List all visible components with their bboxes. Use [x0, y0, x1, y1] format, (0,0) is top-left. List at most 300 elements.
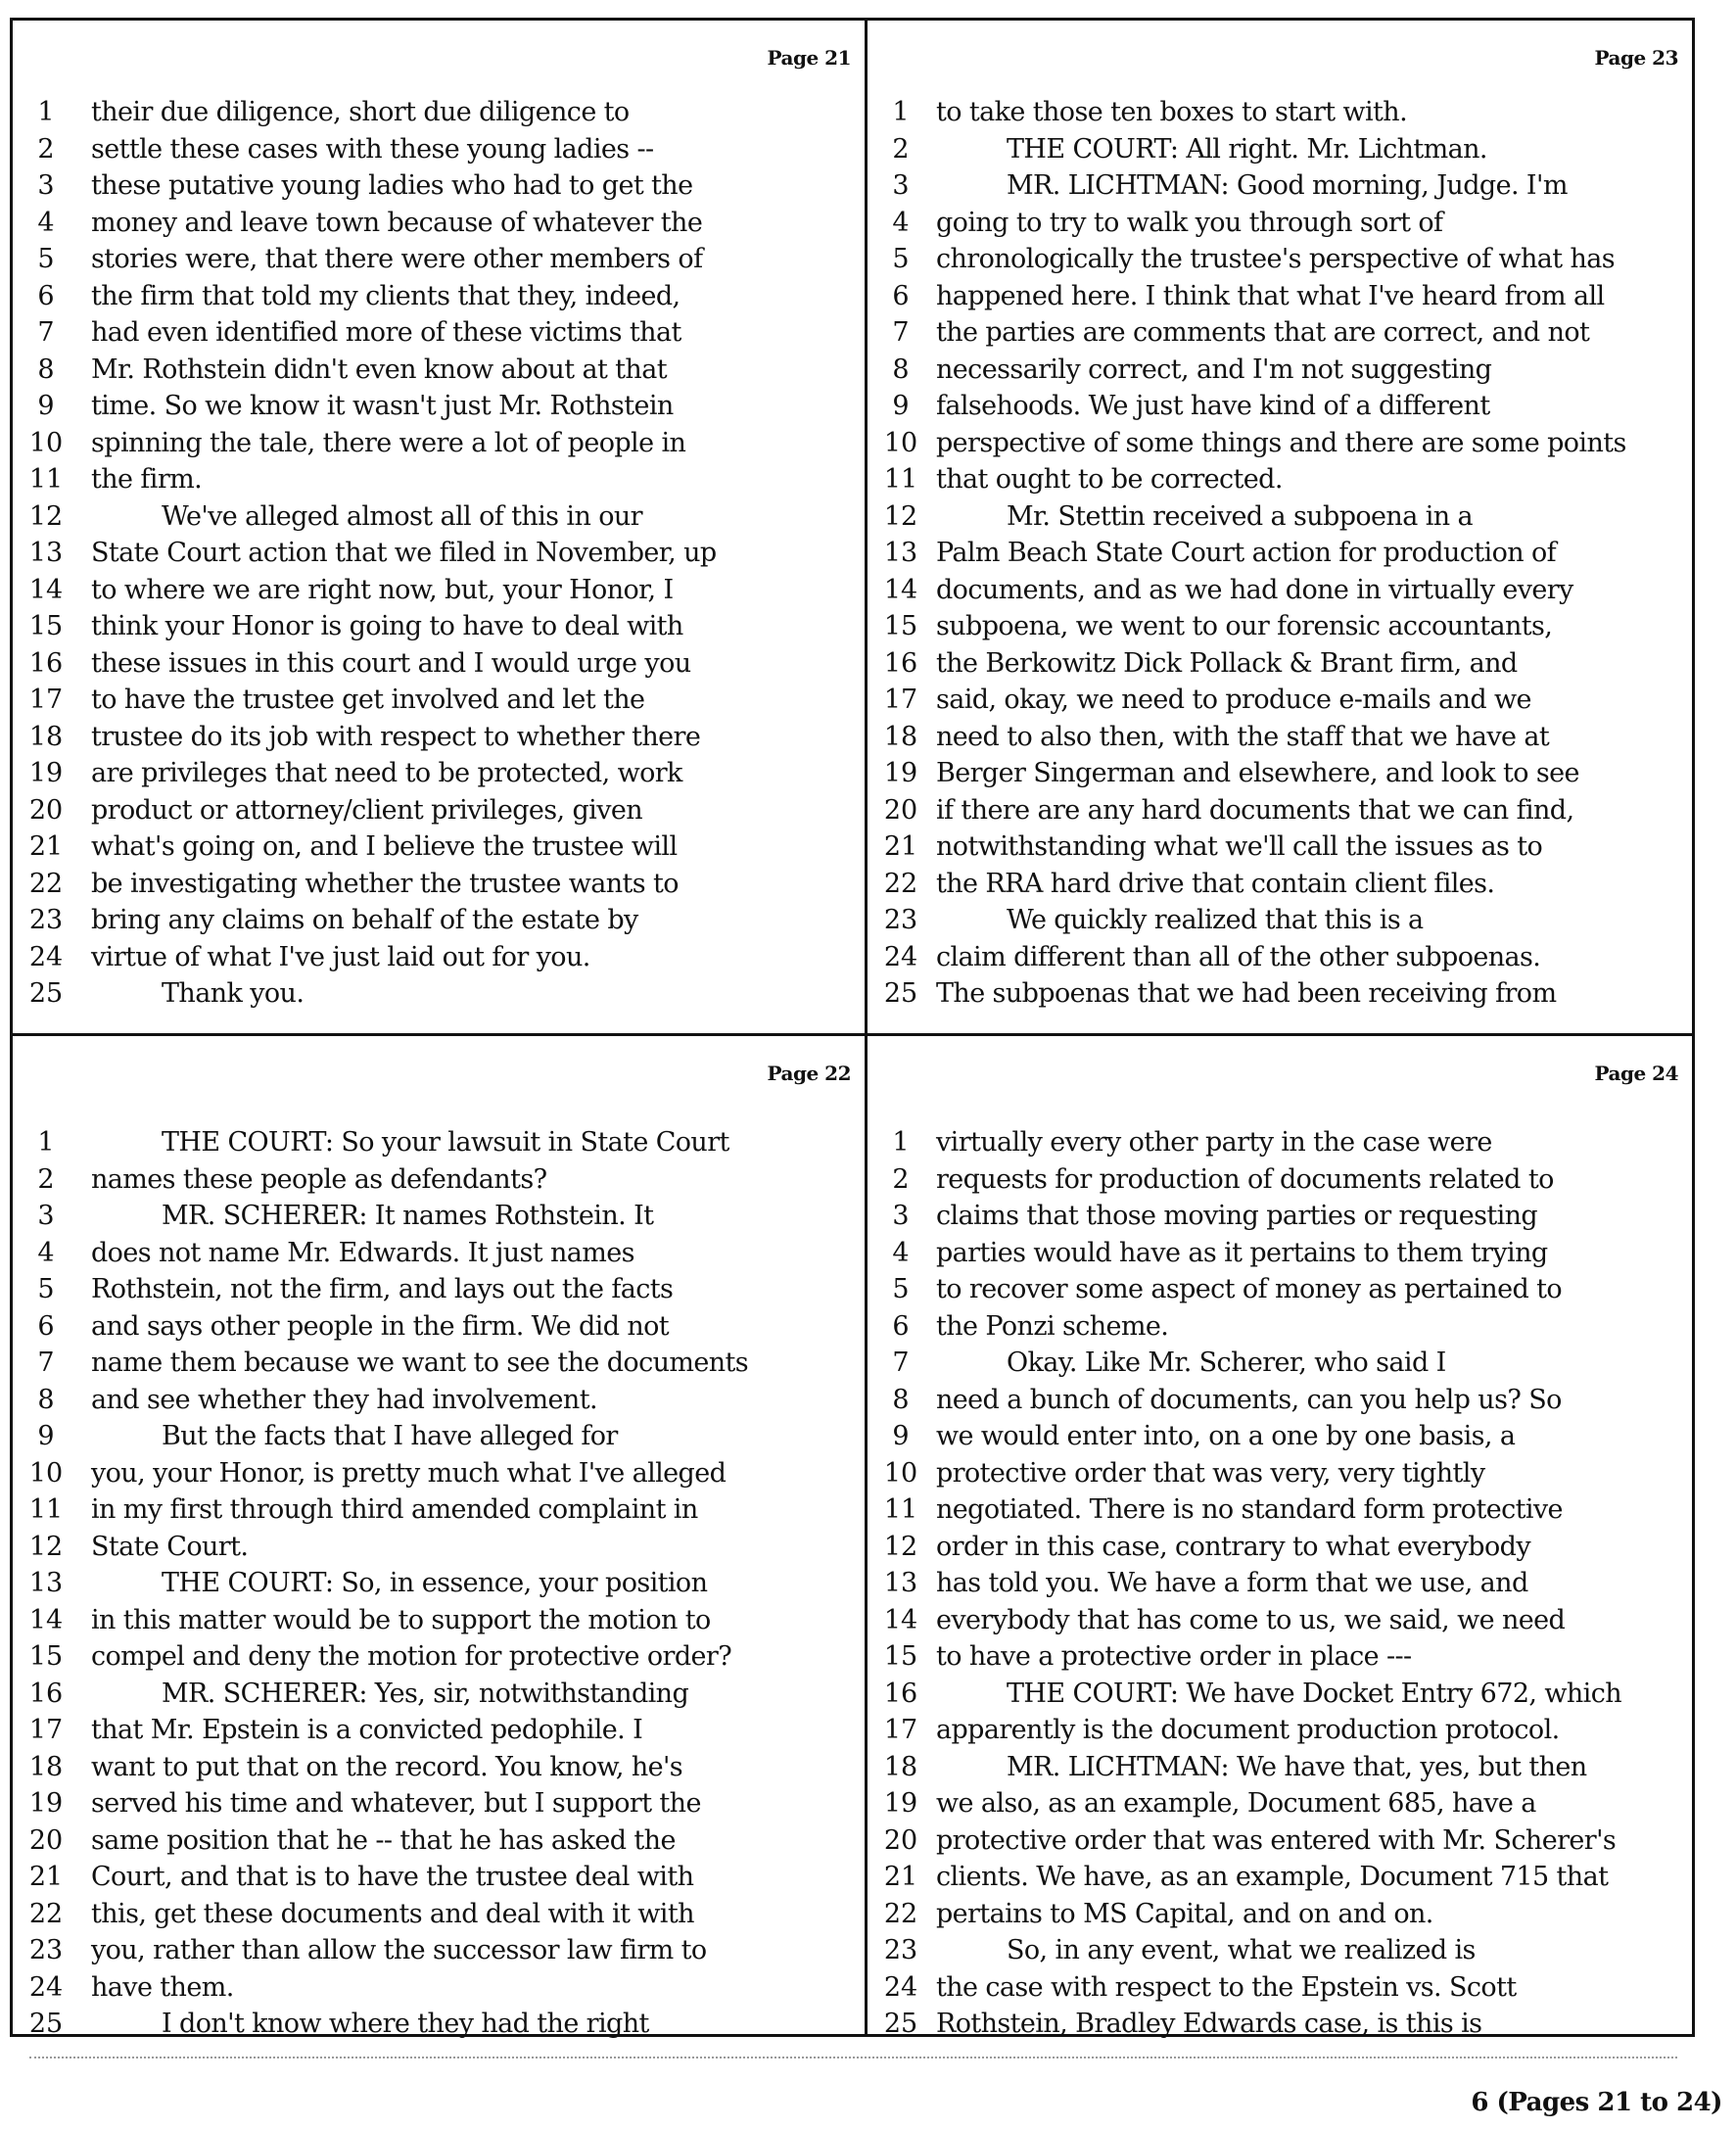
transcript-line	[13, 498, 865, 536]
transcript-line	[868, 1124, 1692, 1161]
line-number: 15	[28, 1641, 64, 1672]
transcript-line	[13, 1382, 865, 1419]
line-number: 6	[892, 1310, 910, 1342]
transcript-line	[13, 792, 865, 829]
transcript-line	[868, 682, 1692, 719]
transcript-line	[13, 535, 865, 572]
line-text: you, rather than allow the successor law firm to	[91, 1935, 707, 1965]
line-number: 17	[28, 1715, 64, 1745]
transcript-line	[868, 2006, 1692, 2043]
line-text: we would enter into, on a one by one basis, a	[936, 1421, 1516, 1451]
line-number: 2	[892, 133, 910, 165]
line-text: State Court.	[91, 1531, 249, 1562]
line-text: order in this case, contrary to what everybody	[936, 1531, 1530, 1562]
transcript-line	[868, 1785, 1692, 1822]
line-text: Mr. Stettin received a subpoena in a	[1007, 500, 1474, 532]
line-number: 14	[883, 574, 918, 605]
line-text: money and leave town because of whatever the	[91, 207, 703, 238]
line-text: to recover some aspect of money as pertained to	[936, 1274, 1563, 1304]
transcript-line	[868, 167, 1692, 205]
line-number: 1	[37, 97, 55, 127]
line-number: 2	[37, 133, 55, 165]
transcript-page-23	[865, 18, 1695, 1036]
line-number: 23	[28, 1935, 64, 1965]
line-number: 22	[28, 1898, 64, 1929]
transcript-line	[868, 498, 1692, 536]
transcript-line	[868, 1235, 1692, 1272]
line-text: Court, and that is to have the trustee deal with	[91, 1862, 694, 1892]
page-number-label: Page 21	[767, 46, 851, 70]
line-number: 14	[28, 1604, 64, 1635]
line-number: 8	[37, 354, 55, 385]
transcript-line	[13, 388, 865, 425]
transcript-line	[13, 975, 865, 1013]
line-text: notwithstanding what we'll call the issues as to	[936, 831, 1543, 862]
transcript-line	[868, 352, 1692, 389]
line-text: THE COURT: So your lawsuit in State Court	[162, 1127, 729, 1158]
transcript-line	[13, 828, 865, 866]
transcript-line	[868, 1382, 1692, 1419]
line-text: need to also then, with the staff that we have at	[936, 721, 1550, 752]
line-number: 9	[37, 391, 55, 421]
line-text: The subpoenas that we had been receiving from	[936, 978, 1557, 1009]
line-text: Rothstein, Bradley Edwards case, is this is	[936, 2009, 1482, 2039]
transcript-line	[13, 352, 865, 389]
line-text: have them.	[91, 1971, 234, 2003]
line-text: falsehoods. We just have kind of a different	[936, 391, 1490, 421]
line-text: in my first through third amended complaint in	[91, 1494, 698, 1525]
line-text: I don't know where they had the right	[162, 2009, 649, 2039]
line-number: 14	[883, 1604, 918, 1635]
line-number: 25	[28, 2009, 64, 2039]
line-number: 23	[28, 905, 64, 935]
line-text: has told you. We have a form that we use, and	[936, 1568, 1528, 1598]
line-number: 6	[37, 1310, 55, 1342]
line-number: 8	[37, 1384, 55, 1415]
transcript-line	[13, 1602, 865, 1639]
line-number: 11	[883, 1494, 918, 1525]
line-text: had even identified more of these victims that	[91, 317, 681, 348]
line-text: requests for production of documents related to	[936, 1163, 1554, 1195]
line-number: 4	[37, 1237, 55, 1268]
line-number: 18	[28, 1751, 64, 1782]
line-text: to have the trustee get involved and let the	[91, 685, 645, 715]
line-number: 7	[892, 1348, 910, 1378]
transcript-line	[868, 866, 1692, 903]
transcript-line	[13, 2006, 865, 2043]
page-number-label: Page 24	[1594, 1062, 1678, 1085]
line-number: 12	[883, 500, 918, 532]
line-number: 15	[883, 611, 918, 641]
line-text: the Berkowitz Dick Pollack & Brant firm, and	[936, 647, 1518, 679]
transcript-line	[868, 1602, 1692, 1639]
transcript-line	[13, 939, 865, 976]
line-text: apparently is the document production protocol.	[936, 1715, 1560, 1745]
line-number: 19	[28, 1788, 64, 1819]
line-text: stories were, that there were other members of	[91, 244, 703, 274]
line-text: negotiated. There is no standard form protective	[936, 1494, 1563, 1525]
transcript-line	[13, 1712, 865, 1749]
line-number: 12	[883, 1531, 918, 1562]
line-text: be investigating whether the trustee wants to	[91, 868, 679, 899]
transcript-line	[13, 1271, 865, 1308]
line-number: 22	[28, 868, 64, 899]
line-text: and see whether they had involvement.	[91, 1384, 597, 1415]
line-text: the firm that told my clients that they, indeed,	[91, 280, 680, 311]
transcript-line	[13, 608, 865, 645]
line-text: think your Honor is going to have to deal with	[91, 611, 683, 641]
line-text: MR. SCHERER: Yes, sir, notwithstanding	[162, 1678, 689, 1709]
line-number: 24	[28, 1971, 64, 2003]
line-text: THE COURT: All right. Mr. Lichtman.	[1007, 133, 1487, 165]
line-text: going to try to walk you through sort of	[936, 207, 1443, 238]
line-number: 12	[28, 500, 64, 532]
transcript-line	[13, 1235, 865, 1272]
line-text: pertains to MS Capital, and on and on.	[936, 1898, 1433, 1929]
line-text: are privileges that need to be protected, work	[91, 758, 682, 788]
line-number: 25	[883, 2009, 918, 2039]
line-number: 15	[28, 611, 64, 641]
line-text: the parties are comments that are correct, and not	[936, 317, 1590, 348]
transcript-line	[13, 682, 865, 719]
transcript-line	[13, 1124, 865, 1161]
line-text: virtue of what I've just laid out for you.	[91, 941, 590, 972]
transcript-line	[868, 314, 1692, 352]
line-text: in this matter would be to support the motion to	[91, 1604, 711, 1635]
line-text: necessarily correct, and I'm not suggesting	[936, 354, 1492, 385]
line-number: 16	[883, 1678, 918, 1709]
transcript-line	[13, 1676, 865, 1713]
line-text: documents, and as we had done in virtually every	[936, 574, 1573, 605]
line-text: you, your Honor, is pretty much what I've alleged	[91, 1457, 727, 1489]
line-number: 21	[28, 831, 64, 862]
line-number: 8	[892, 354, 910, 385]
transcript-line	[13, 1932, 865, 1969]
line-number: 23	[883, 1935, 918, 1965]
transcript-line	[13, 1565, 865, 1602]
transcript-line	[868, 1455, 1692, 1492]
line-number: 10	[883, 427, 918, 458]
line-text: Palm Beach State Court action for production of	[936, 538, 1557, 568]
transcript-line	[868, 1565, 1692, 1602]
transcript-page-21	[10, 18, 868, 1036]
line-number: 1	[37, 1127, 55, 1158]
line-text: virtually every other party in the case were	[936, 1127, 1492, 1158]
line-text: these issues in this court and I would urge you	[91, 647, 691, 679]
line-text: their due diligence, short due diligence to	[91, 97, 630, 127]
line-number: 20	[28, 1824, 64, 1856]
transcript-line	[13, 1785, 865, 1822]
line-text: we also, as an example, Document 685, have a	[936, 1788, 1536, 1819]
transcript-line	[13, 1345, 865, 1382]
line-number: 21	[883, 1862, 918, 1892]
line-number: 11	[28, 464, 64, 495]
line-text: THE COURT: We have Docket Entry 672, which	[1007, 1678, 1622, 1709]
transcript-line	[13, 205, 865, 242]
line-number: 17	[883, 1715, 918, 1745]
line-number: 18	[28, 721, 64, 752]
transcript-line	[13, 94, 865, 131]
line-number: 13	[883, 538, 918, 568]
line-number: 20	[883, 1824, 918, 1856]
line-text: We quickly realized that this is a	[1007, 905, 1424, 935]
line-text: trustee do its job with respect to whether there	[91, 721, 701, 752]
transcript-line	[868, 241, 1692, 278]
transcript-line	[13, 278, 865, 315]
line-text: names these people as defendants?	[91, 1163, 547, 1195]
line-text: chronologically the trustee's perspective of what has	[936, 244, 1616, 274]
line-text: We've alleged almost all of this in our	[162, 500, 642, 532]
transcript-line	[13, 1638, 865, 1676]
line-text: same position that he -- that he has asked the	[91, 1824, 676, 1856]
line-text: But the facts that I have alleged for	[162, 1421, 618, 1451]
transcript-line	[868, 572, 1692, 609]
line-text: and says other people in the firm. We did not	[91, 1310, 670, 1342]
line-text: want to put that on the record. You know, he's	[91, 1751, 683, 1782]
line-number: 13	[28, 1568, 64, 1598]
transcript-line	[868, 278, 1692, 315]
transcript-line	[13, 241, 865, 278]
transcript-line	[13, 719, 865, 756]
line-number: 9	[892, 1421, 910, 1451]
transcript-line	[868, 1859, 1692, 1896]
line-number: 16	[883, 647, 918, 679]
transcript-line	[868, 1638, 1692, 1676]
transcript-line	[868, 1308, 1692, 1346]
transcript-line	[868, 719, 1692, 756]
line-number: 7	[37, 1348, 55, 1378]
line-text: this, get these documents and deal with it with	[91, 1898, 694, 1929]
line-number: 10	[28, 427, 64, 458]
transcript-line	[13, 131, 865, 168]
line-text: the Ponzi scheme.	[936, 1310, 1169, 1342]
line-text: protective order that was very, very tightly	[936, 1457, 1485, 1489]
transcript-line	[868, 131, 1692, 168]
line-number: 11	[883, 464, 918, 495]
line-text: claims that those moving parties or requesting	[936, 1201, 1538, 1231]
transcript-line	[13, 902, 865, 939]
transcript-line	[13, 461, 865, 498]
line-text: need a bunch of documents, can you help us? So	[936, 1384, 1562, 1415]
transcript-line	[868, 461, 1692, 498]
line-number: 10	[883, 1457, 918, 1489]
transcript-line	[868, 1345, 1692, 1382]
line-text: time. So we know it wasn't just Mr. Rothstein	[91, 391, 674, 421]
line-text: MR. LICHTMAN: Good morning, Judge. I'm	[1007, 170, 1568, 201]
line-text: settle these cases with these young ladies --	[91, 133, 654, 165]
line-number: 6	[892, 280, 910, 311]
line-text: So, in any event, what we realized is	[1007, 1935, 1476, 1965]
transcript-line	[13, 1896, 865, 1933]
line-number: 25	[883, 978, 918, 1009]
transcript-line	[13, 1969, 865, 2007]
transcript-line	[868, 425, 1692, 462]
line-number: 4	[37, 207, 55, 238]
transcript-line	[868, 1749, 1692, 1786]
transcript-line	[868, 1529, 1692, 1566]
line-number: 3	[892, 170, 910, 201]
line-text: bring any claims on behalf of the estate by	[91, 905, 638, 935]
line-number: 12	[28, 1531, 64, 1562]
transcript-line	[13, 866, 865, 903]
transcript-line	[13, 1491, 865, 1529]
line-text: Thank you.	[162, 978, 305, 1009]
transcript-line	[13, 572, 865, 609]
line-number: 18	[883, 721, 918, 752]
line-number: 19	[883, 758, 918, 788]
line-number: 22	[883, 1898, 918, 1929]
line-text: Okay. Like Mr. Scherer, who said I	[1007, 1348, 1446, 1378]
line-number: 18	[883, 1751, 918, 1782]
transcript-line	[13, 1418, 865, 1455]
line-text: protective order that was entered with Mr. Scherer's	[936, 1824, 1617, 1856]
line-text: to have a protective order in place ---	[936, 1641, 1412, 1672]
line-text: Rothstein, not the firm, and lays out the facts	[91, 1274, 674, 1304]
line-number: 16	[28, 647, 64, 679]
transcript-line	[13, 314, 865, 352]
transcript-line	[868, 939, 1692, 976]
transcript-line	[868, 1676, 1692, 1713]
line-text: what's going on, and I believe the trustee will	[91, 831, 678, 862]
line-number: 16	[28, 1678, 64, 1709]
transcript-line	[868, 1822, 1692, 1860]
transcript-line	[13, 1749, 865, 1786]
scan-artifact-divider	[29, 2057, 1677, 2064]
line-number: 6	[37, 280, 55, 311]
line-number: 2	[37, 1163, 55, 1195]
line-text: spinning the tale, there were a lot of people in	[91, 427, 686, 458]
transcript-line	[868, 1491, 1692, 1529]
line-text: name them because we want to see the documents	[91, 1348, 749, 1378]
transcript-line	[13, 645, 865, 683]
line-number: 3	[892, 1201, 910, 1231]
transcript-lines	[868, 1124, 1692, 2043]
line-text: product or attorney/client privileges, given	[91, 794, 643, 826]
transcript-line	[13, 1308, 865, 1346]
transcript-line	[868, 1932, 1692, 1969]
line-text: does not name Mr. Edwards. It just names	[91, 1237, 634, 1268]
page-number-label: Page 23	[1594, 46, 1678, 70]
transcript-line	[13, 1822, 865, 1860]
transcript-line	[13, 425, 865, 462]
line-number: 3	[37, 170, 55, 201]
line-number: 3	[37, 1201, 55, 1231]
transcript-line	[868, 828, 1692, 866]
line-text: clients. We have, as an example, Document 715 that	[936, 1862, 1609, 1892]
line-number: 20	[28, 794, 64, 826]
line-number: 13	[28, 538, 64, 568]
transcript-line	[868, 645, 1692, 683]
transcript-line	[13, 1161, 865, 1199]
transcript-line	[868, 902, 1692, 939]
line-number: 7	[892, 317, 910, 348]
transcript-line	[868, 608, 1692, 645]
line-number: 17	[28, 685, 64, 715]
line-text: State Court action that we filed in November, up	[91, 538, 717, 568]
line-number: 1	[892, 1127, 910, 1158]
line-number: 5	[892, 244, 910, 274]
transcript-line	[868, 1198, 1692, 1235]
line-number: 13	[883, 1568, 918, 1598]
line-number: 17	[883, 685, 918, 715]
line-number: 23	[883, 905, 918, 935]
line-text: everybody that has come to us, we said, we need	[936, 1604, 1566, 1635]
transcript-line	[13, 1859, 865, 1896]
transcript-line	[868, 388, 1692, 425]
transcript-line	[868, 1418, 1692, 1455]
line-number: 10	[28, 1457, 64, 1489]
line-text: THE COURT: So, in essence, your position	[162, 1568, 708, 1598]
line-number: 5	[37, 244, 55, 274]
line-number: 25	[28, 978, 64, 1009]
line-text: the firm.	[91, 464, 203, 495]
transcript-line	[13, 755, 865, 792]
transcript-page-22	[10, 1033, 868, 2037]
line-text: that Mr. Epstein is a convicted pedophile. I	[91, 1715, 643, 1745]
transcript-line	[868, 1969, 1692, 2007]
transcript-lines	[868, 94, 1692, 1013]
page-range-footer: 6 (Pages 21 to 24)	[1471, 2088, 1722, 2117]
line-text: perspective of some things and there are some points	[936, 427, 1626, 458]
transcript-line	[868, 535, 1692, 572]
line-number: 4	[892, 1237, 910, 1268]
line-number: 15	[883, 1641, 918, 1672]
transcript-line	[868, 792, 1692, 829]
line-text: the RRA hard drive that contain client files.	[936, 868, 1495, 899]
line-number: 22	[883, 868, 918, 899]
page-number-label: Page 22	[767, 1062, 851, 1085]
line-text: MR. SCHERER: It names Rothstein. It	[162, 1201, 654, 1231]
line-number: 20	[883, 794, 918, 826]
line-number: 11	[28, 1494, 64, 1525]
line-text: to where we are right now, but, your Honor, I	[91, 574, 674, 605]
line-number: 21	[883, 831, 918, 862]
line-number: 4	[892, 207, 910, 238]
transcript-line	[868, 975, 1692, 1013]
line-text: Berger Singerman and elsewhere, and look to see	[936, 758, 1579, 788]
transcript-line	[868, 1712, 1692, 1749]
transcript-line	[13, 1455, 865, 1492]
line-number: 19	[28, 758, 64, 788]
line-number: 19	[883, 1788, 918, 1819]
transcript-line	[13, 1529, 865, 1566]
line-text: if there are any hard documents that we can find,	[936, 794, 1574, 826]
line-number: 1	[892, 97, 910, 127]
line-number: 5	[892, 1274, 910, 1304]
line-number: 24	[883, 1971, 918, 2003]
line-text: Mr. Rothstein didn't even know about at that	[91, 354, 667, 385]
line-text: the case with respect to the Epstein vs. Scott	[936, 1971, 1517, 2003]
line-number: 8	[892, 1384, 910, 1415]
line-number: 24	[28, 941, 64, 972]
transcript-line	[868, 1271, 1692, 1308]
transcript-lines	[13, 94, 865, 1013]
line-text: claim different than all of the other subpoenas.	[936, 941, 1541, 972]
line-number: 14	[28, 574, 64, 605]
line-number: 9	[892, 391, 910, 421]
line-number: 21	[28, 1862, 64, 1892]
line-text: parties would have as it pertains to them trying	[936, 1237, 1548, 1268]
transcript-line	[868, 94, 1692, 131]
line-text: these putative young ladies who had to get the	[91, 170, 693, 201]
line-text: subpoena, we went to our forensic accountants,	[936, 611, 1553, 641]
line-number: 9	[37, 1421, 55, 1451]
line-number: 24	[883, 941, 918, 972]
line-number: 5	[37, 1274, 55, 1304]
transcript-line	[13, 1198, 865, 1235]
transcript-line	[868, 1161, 1692, 1199]
line-text: served his time and whatever, but I support the	[91, 1788, 701, 1819]
